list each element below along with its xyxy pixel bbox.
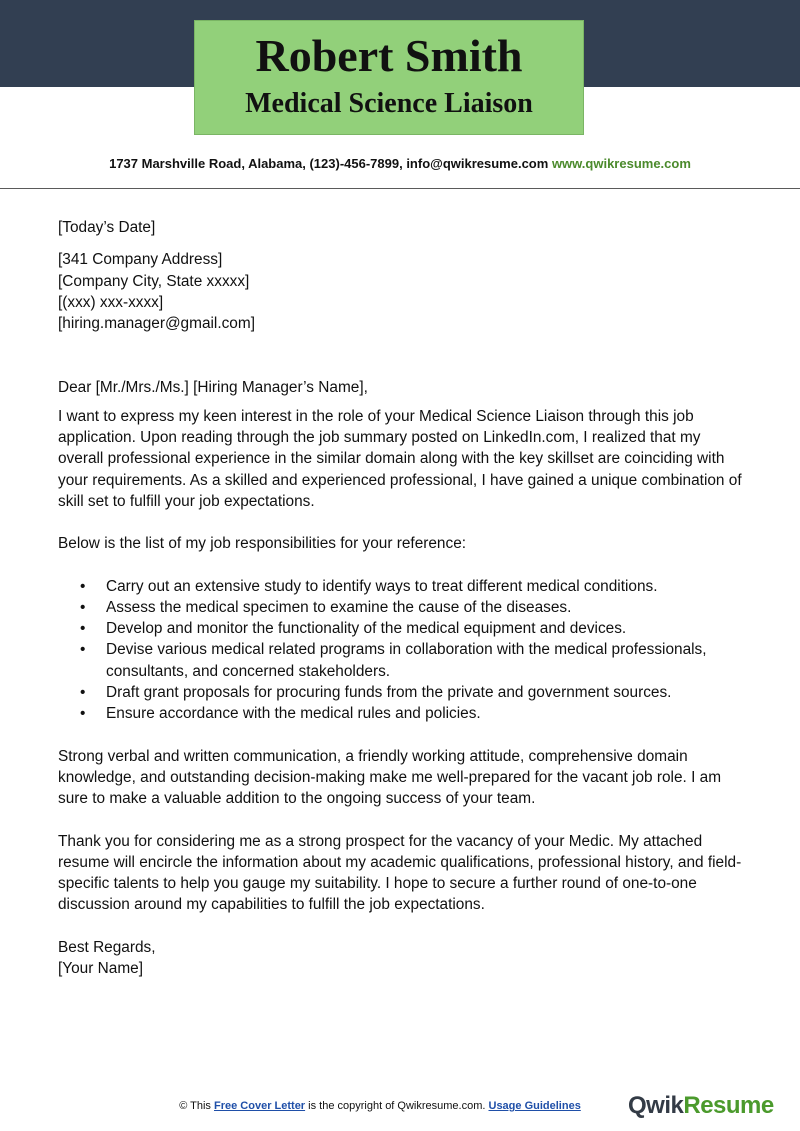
- bullet-icon: •: [80, 577, 86, 595]
- closing-paragraph-1: Strong verbal and written communication, a friendly working attitude, comprehensive domain knowledge, and outstanding decision-making make me well-prepared for the vacant job role. I am sure to make a valuable addition to the ongoing success of your team.: [58, 747, 722, 808]
- list-item: [58, 597, 748, 618]
- letter-date: [Today’s Date]: [58, 219, 156, 236]
- qwikresume-logo[interactable]: [628, 1092, 774, 1120]
- signature: [Your Name]: [58, 960, 143, 978]
- list-item: [58, 682, 748, 703]
- list-item-text: Develop and monitor the functionality of the medical equipment and devices.: [106, 620, 627, 638]
- bullet-icon: •: [80, 620, 86, 638]
- list-item: [58, 639, 748, 682]
- list-item: [58, 618, 748, 639]
- bullet-icon: •: [80, 641, 86, 659]
- closing-paragraph-2: Thank you for considering me as a strong prospect for the vacancy of your Medic. My attached resume will encircle the information about my academic qualifications, professional history, and field-specific talents to help you gauge my suitability. I hope to secure a further round of one-to-one discussion around my capabilities to fulfill the job expectations.: [58, 832, 742, 914]
- list-item-text: Ensure accordance with the medical rules and policies.: [106, 705, 481, 723]
- intro-paragraph: I want to express my keen interest in the role of your Medical Science Liaison through this job application. Upon reading through the job summary posted on LinkedIn.com, I realized that my overall professional experience in the similar domain along with the key skillset are coinciding with your requirements. As a skilled and experienced professional, I have gained a unique combination of skill set to fulfill your job expectations.: [58, 407, 742, 510]
- bullet-icon: •: [80, 598, 86, 616]
- list-item-text: Carry out an extensive study to identify ways to treat different medical conditions.: [106, 577, 658, 595]
- address-line: [341 Company Address]: [58, 251, 223, 269]
- website-link[interactable]: www.qwikresume.com: [551, 156, 691, 171]
- list-item-text: Devise various medical related programs in collaboration with the medical professionals, consultants, and concerned stakeholders.: [106, 641, 707, 680]
- footer-prefix: © This: [179, 1100, 214, 1112]
- address-line: [(xxx) xxx-xxxx]: [58, 293, 164, 311]
- list-item-text: Assess the medical specimen to examine the cause of the diseases.: [106, 598, 572, 616]
- logo-resume: Resume: [683, 1092, 774, 1119]
- list-intro: Below is the list of my job responsibilities for your reference:: [58, 535, 467, 553]
- header-divider: [0, 188, 800, 189]
- list-item: [58, 576, 748, 597]
- letter-body: [58, 217, 748, 979]
- address-line: [Company City, State xxxxx]: [58, 272, 250, 290]
- greeting: Dear [Mr./Mrs./Ms.] [Hiring Manager’s Name],: [58, 379, 368, 397]
- sign-off: Best Regards,: [58, 938, 156, 956]
- footer-middle: is the copyright of Qwikresume.com.: [305, 1100, 489, 1112]
- responsibility-list: [58, 576, 748, 725]
- list-item: [58, 703, 748, 724]
- bullet-icon: •: [80, 705, 86, 723]
- free-cover-letter-link[interactable]: Free Cover Letter: [214, 1100, 306, 1112]
- address-line: [hiring.manager@gmail.com]: [58, 315, 255, 333]
- usage-guidelines-link[interactable]: Usage Guidelines: [488, 1100, 581, 1112]
- list-item-text: Draft grant proposals for procuring funds from the private and government sources.: [106, 684, 672, 702]
- candidate-name: Robert Smith: [255, 30, 523, 81]
- job-title: Medical Science Liaison: [245, 88, 533, 119]
- logo-qwik: Qwik: [628, 1092, 684, 1119]
- contact-details: 1737 Marshville Road, Alabama, (123)-456-7899, info@qwikresume.com: [109, 156, 549, 171]
- bullet-icon: •: [80, 684, 86, 702]
- name-box: [194, 20, 584, 135]
- contact-line: [0, 156, 800, 171]
